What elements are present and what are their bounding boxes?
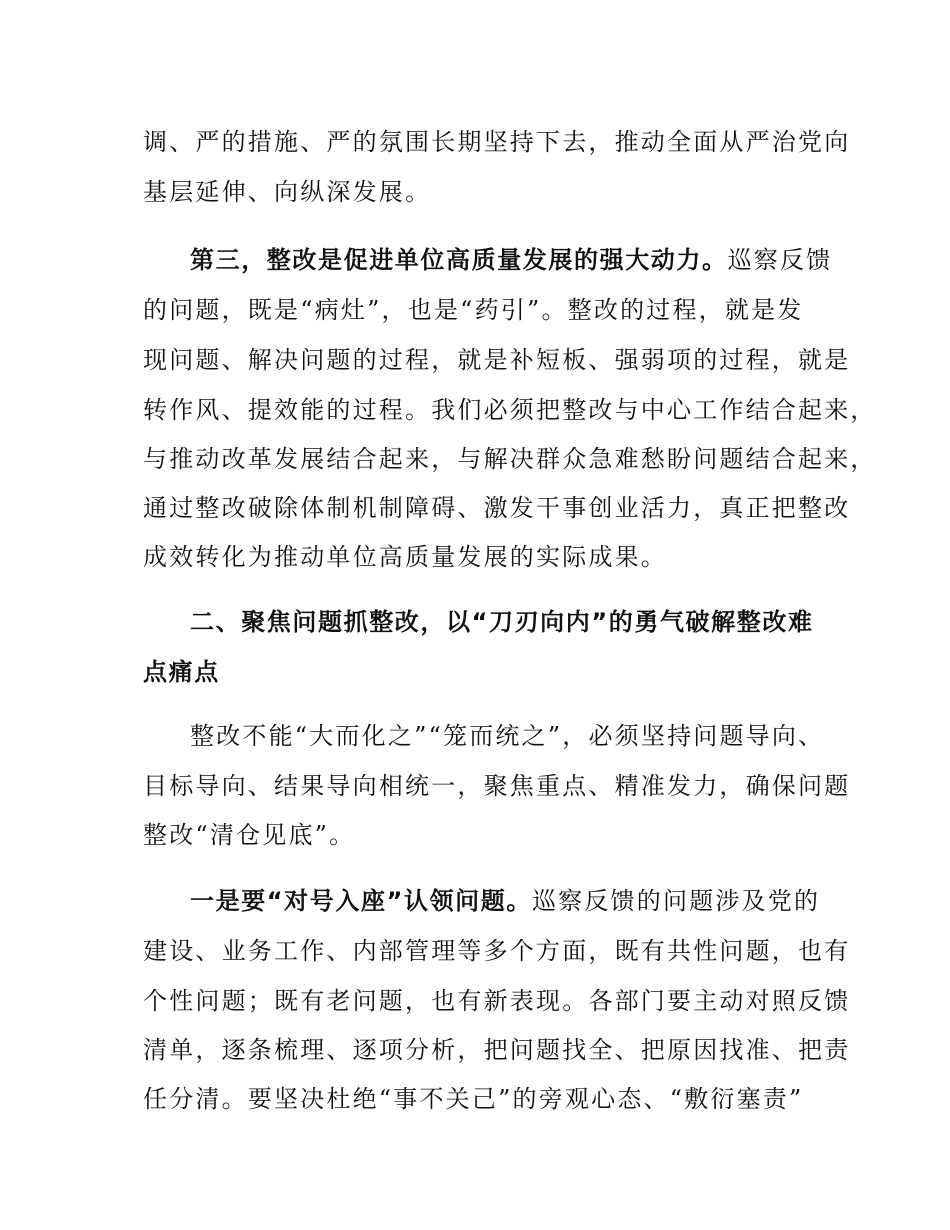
paragraph-1-line-1: 调、严的措施、严的氛围长期坚持下去，推动全面从严治党向	[143, 128, 851, 156]
paragraph-4-line-2: 建设、业务工作、内部管理等多个方面，既有共性问题，也有	[143, 937, 851, 965]
paragraph-4-line-3: 个性问题；既有老问题，也有新表现。各部门要主动对照反馈	[143, 987, 851, 1015]
paragraph-4-line-1-rest: 巡察反馈的问题涉及党的	[531, 887, 821, 915]
paragraph-2-lead: 第三，整改是促进单位高质量发展的强大动力。	[190, 246, 728, 274]
paragraph-3-line-1: 整改不能“大而化之”“笼而统之”，必须坚持问题导向、	[190, 722, 825, 750]
section-heading-line-1: 二、聚焦问题抓整改，以“刀刃向内”的勇气破解整改难	[190, 608, 814, 636]
paragraph-1-line-2: 基层延伸、向纵深发展。	[143, 178, 432, 206]
paragraph-3-line-3: 整改“清仓见底”。	[143, 821, 356, 849]
paragraph-4-line-1	[190, 886, 820, 916]
paragraph-4-line-5: 任分清。要坚决杜绝“事不关己”的旁观心态、“敷衍塞责”	[143, 1085, 804, 1113]
paragraph-2-line-2: 的问题，既是“病灶”，也是“药引”。整改的过程，就是发	[143, 296, 804, 324]
paragraph-4-line-4: 清单，逐条梳理、逐项分析，把问题找全、把原因找准、把责	[143, 1036, 851, 1064]
paragraph-2-line-1-rest: 巡察反馈	[727, 246, 833, 274]
paragraph-2-line-6: 通过整改破除体制机制障碍、激发干事创业活力，真正把整改	[143, 494, 851, 522]
paragraph-4-lead: 一是要“对号入座”认领问题。	[190, 887, 532, 915]
paragraph-2-line-1	[190, 245, 832, 275]
paragraph-2-line-3: 现问题、解决问题的过程，就是补短板、强弱项的过程，就是	[143, 346, 851, 374]
paragraph-3-line-2: 目标导向、结果导向相统一，聚焦重点、精准发力，确保问题	[143, 772, 851, 800]
paragraph-2-line-4: 转作风、提效能的过程。我们必须把整改与中心工作结合起来，	[143, 396, 877, 424]
section-heading-line-2: 点痛点	[143, 658, 220, 686]
paragraph-2-line-7: 成效转化为推动单位高质量发展的实际成果。	[143, 543, 667, 571]
paragraph-2-line-5: 与推动改革发展结合起来，与解决群众急难愁盼问题结合起来，	[143, 445, 877, 473]
